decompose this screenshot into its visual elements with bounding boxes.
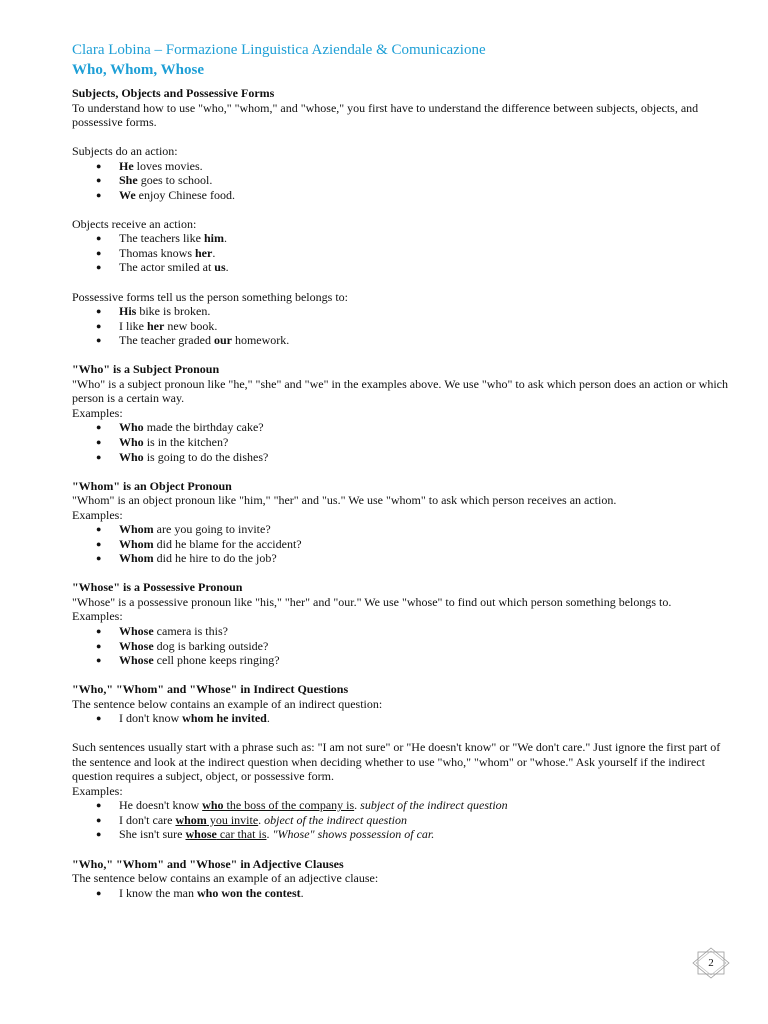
bullet-icon: ● [96,422,102,433]
list-item: ● Thomas knows her. [96,245,216,260]
section-title-subjects-objects: Subjects, Objects and Possessive Forms [72,86,275,100]
document-header-author: Clara Lobina – Formazione Linguistica Aziendale & Comunicazione [72,42,486,58]
document-title: Who, Whom, Whose [72,62,204,78]
list-item: ● Whom are you going to invite? [96,522,271,537]
section-title-indirect-questions: "Who," "Whom" and "Whose" in Indirect Questions [72,682,349,697]
list-item: ● He doesn't know who the boss of the company is. subject of the indirect question [96,798,508,813]
objects-lead: Objects receive an action: [72,216,197,231]
adjective-example-list [72,886,732,901]
bullet-icon: ● [96,247,102,258]
intro-paragraph: To understand how to use "who," "whom," and "whose," you first have to understand the difference between subjects, objects, and possessive forms. [72,100,699,129]
bullet-icon: ● [96,175,102,186]
list-item: ● She goes to school. [96,173,213,188]
indirect-lead: The sentence below contains an example of an indirect question: [72,696,383,711]
examples-label: Examples: [72,609,123,624]
indirect-example-list [72,711,732,726]
page-number: 2 [708,957,714,969]
who-examples-list [72,420,732,464]
list-item: ● Whom did he blame for the accident? [96,536,302,551]
bullet-icon: ● [96,233,102,244]
bullet-icon: ● [96,262,102,273]
whose-examples-list [72,624,732,668]
possessive-lead: Possessive forms tell us the person something belongs to: [72,289,348,304]
examples-label: Examples: [72,405,123,420]
list-item: ● I don't know whom he invited. [96,711,270,726]
list-item: ● The actor smiled at us. [96,260,229,275]
bullet-icon: ● [96,538,102,549]
who-paragraph: "Who" is a subject pronoun like "he," "she" and "we" in the examples above. We use "who" to ask which person does an action or which person is a certain way. [72,376,728,406]
list-item: ● His bike is broken. [96,304,211,319]
bullet-icon: ● [96,306,102,317]
section-title-adjective-clauses: "Who," "Whom" and "Whose" in Adjective Clauses [72,856,344,871]
indirect-examples-list [72,798,732,842]
bullet-icon: ● [96,887,102,898]
indirect-paragraph: Such sentences usually start with a phrase such as: "I am not sure" or "He doesn't know" or "We don't care." Just ignore the first part of the sentence and look at the indirect question when deciding whether to use "who," "whom" or "whose." Ask yourself if the indirect question requires a subject, object, or possessive form. [72,740,721,784]
list-item: ● I know the man who won the contest. [96,885,304,900]
whose-paragraph: "Whose" is a possessive pronoun like "his," "her" and "our." We use "whose" to find out which person something belongs to. [72,594,672,609]
list-item: ● Who made the birthday cake? [96,420,264,435]
list-item: ● Whose cell phone keeps ringing? [96,653,280,668]
adjective-lead: The sentence below contains an example of an adjective clause: [72,871,379,886]
section-title-who: "Who" is a Subject Pronoun [72,362,220,377]
possessive-list [72,304,732,348]
examples-label: Examples: [72,507,123,522]
page-number-badge [691,947,731,979]
list-item: ● Whose camera is this? [96,623,228,638]
bullet-icon: ● [96,524,102,535]
list-item: ● Who is going to do the dishes? [96,449,269,464]
bullet-icon: ● [96,160,102,171]
objects-list [72,231,732,275]
bullet-icon: ● [96,451,102,462]
whom-examples-list [72,522,732,566]
list-item: ● He loves movies. [96,158,203,173]
bullet-icon: ● [96,320,102,331]
list-item: ● She isn't sure whose car that is. "Whose" shows possession of car. [96,827,435,842]
bullet-icon: ● [96,713,102,724]
section-title-whose: "Whose" is a Possessive Pronoun [72,580,243,595]
list-item: ● The teachers like him. [96,231,227,246]
bullet-icon: ● [96,655,102,666]
subjects-lead: Subjects do an action: [72,144,178,158]
list-item: ● Who is in the kitchen? [96,434,229,449]
whom-paragraph: "Whom" is an object pronoun like "him," "her" and "us." We use "whom" to ask which person receives an action. [72,493,617,508]
bullet-icon: ● [96,640,102,651]
section-title-whom: "Whom" is an Object Pronoun [72,478,232,493]
document-page [72,40,732,900]
bullet-icon: ● [96,800,102,811]
bullet-icon: ● [96,553,102,564]
list-item: ● I like her new book. [96,318,218,333]
examples-label: Examples: [72,783,123,798]
bullet-icon: ● [96,335,102,346]
bullet-icon: ● [96,436,102,447]
bullet-icon: ● [96,189,102,200]
bullet-icon: ● [96,814,102,825]
list-item: ● Whose dog is barking outside? [96,638,269,653]
list-item: ● We enjoy Chinese food. [96,187,235,202]
bullet-icon: ● [96,829,102,840]
bullet-icon: ● [96,625,102,636]
subjects-list [72,159,732,203]
list-item: ● I don't care whom you invite. object of the indirect question [96,812,407,827]
list-item: ● The teacher graded our homework. [96,333,290,348]
list-item: ● Whom did he hire to do the job? [96,551,277,566]
